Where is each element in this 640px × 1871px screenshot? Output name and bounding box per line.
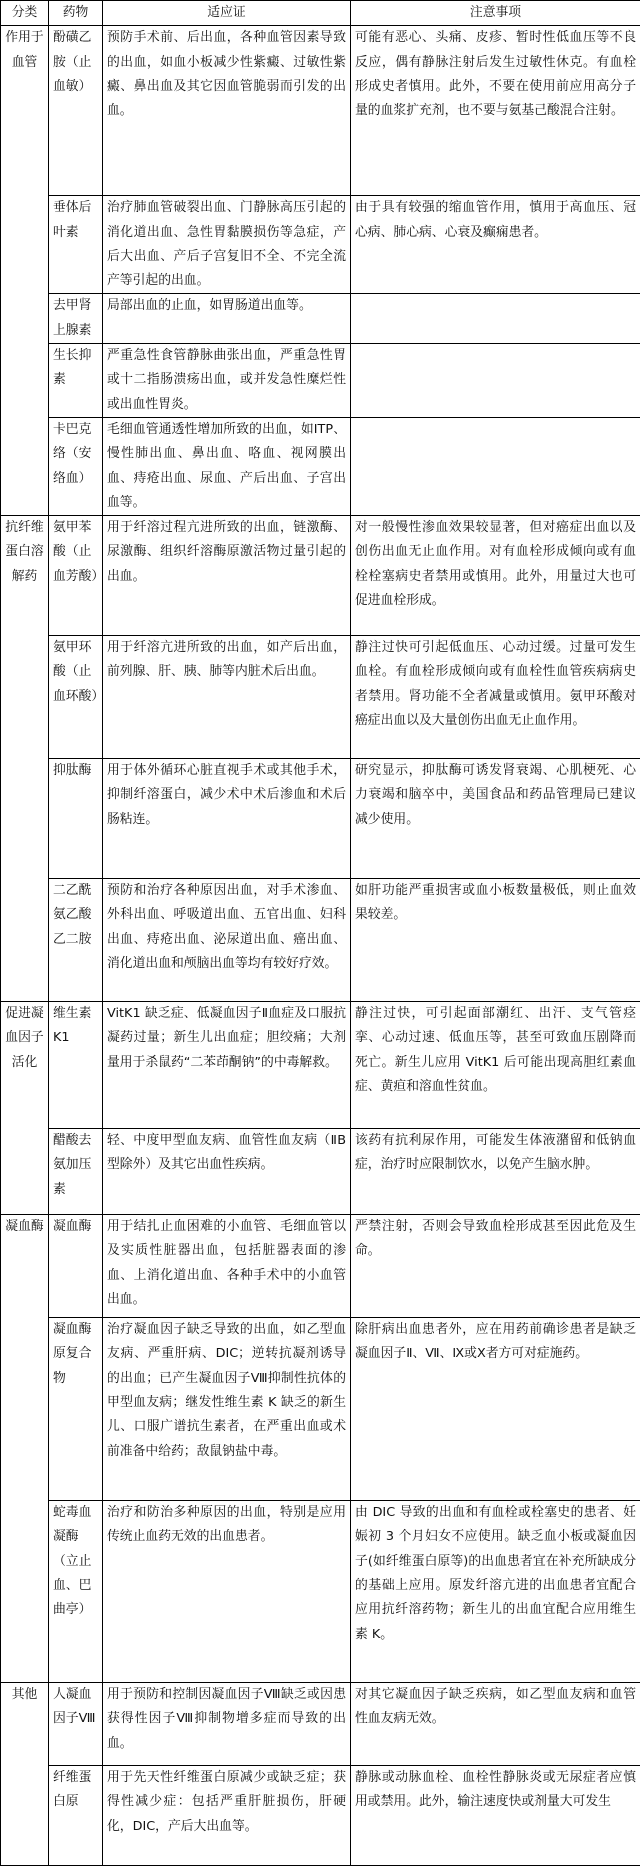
caution-cell: 研究显示，抑肽酶可诱发肾衰竭、心肌梗死、心力衰竭和脑卒中，美国食品和药品管理局已建议减少使用。 xyxy=(351,759,640,879)
category-cell: 其他 xyxy=(1,1683,49,1866)
category-cell: 凝血酶 xyxy=(1,1215,49,1683)
caution-cell: 静脉或动脉血栓、血栓性静脉炎或无尿症者应慎用或禁用。此外，输注速度快或剂量大可发生 xyxy=(351,1766,640,1866)
drug-name: 凝血酶 xyxy=(49,1215,103,1318)
drug-name: 氨甲环酸（止血环酸） xyxy=(49,636,103,759)
header-drug: 药物 xyxy=(49,1,103,26)
indication-cell: 用于纤溶亢进所致的出血，如产后出血，前列腺、肝、胰、肺等内脏术后出血。 xyxy=(103,636,351,759)
caution-cell: 对其它凝血因子缺乏疾病，如乙型血友病和血管性血友病无效。 xyxy=(351,1683,640,1766)
table-row xyxy=(1,26,640,196)
table-row xyxy=(1,759,640,879)
drug-name: 醋酸去氨加压素 xyxy=(49,1129,103,1215)
table-row xyxy=(1,1683,640,1766)
indication-cell: 用于先天性纤维蛋白原减少或缺乏症；获得性减少症：包括严重肝脏损伤，肝硬化，DIC，产后大出血等。 xyxy=(103,1766,351,1866)
header-row xyxy=(1,1,640,26)
caution-cell: 严禁注射，否则会导致血栓形成甚至因此危及生命。 xyxy=(351,1215,640,1318)
drug-name: 抑肽酶 xyxy=(49,759,103,879)
drug-name: 维生素K1 xyxy=(49,1002,103,1129)
caution-cell: 静注过快，可引起面部潮红、出汗、支气管痉挛、心动过速、低血压等，甚至可致血压剧降而死亡。新生儿应用 VitK1 后可能出现高胆红素血症、黄疸和溶血性贫血。 xyxy=(351,1002,640,1129)
header-category: 分类 xyxy=(1,1,49,26)
table-row xyxy=(1,1501,640,1683)
caution-cell: 如肝功能严重损害或血小板数量极低，则止血效果较差。 xyxy=(351,879,640,1002)
indication-cell: 毛细血管通透性增加所致的出血，如ITP、慢性肺出血、鼻出血、咯血、视网膜出血、痔疮出血、尿血、产后出血、子宫出血等。 xyxy=(103,417,351,515)
header-caution: 注意事项 xyxy=(351,1,640,26)
header-indication: 适应证 xyxy=(103,1,351,26)
caution-cell xyxy=(351,294,640,344)
table-row xyxy=(1,1002,640,1129)
caution-cell: 除肝病出血患者外，应在用药前确诊患者是缺乏凝血因子Ⅱ、Ⅶ、Ⅸ或Ⅹ者方可对症施药。 xyxy=(351,1318,640,1501)
caution-cell: 由于具有较强的缩血管作用，慎用于高血压、冠心病、肺心病、心衰及癫痫患者。 xyxy=(351,196,640,294)
indication-cell: 用于预防和控制因凝血因子Ⅷ缺乏或因患获得性因子Ⅷ抑制物增多症而导致的出血。 xyxy=(103,1683,351,1766)
drug-name: 垂体后叶素 xyxy=(49,196,103,294)
table-row xyxy=(1,636,640,759)
drug-name: 氨甲苯酸（止血芳酸） xyxy=(49,516,103,636)
drug-name: 酚磺乙胺（止血敏） xyxy=(49,26,103,196)
category-cell: 作用于血管 xyxy=(1,26,49,516)
drug-name: 二乙酰氨乙酸乙二胺 xyxy=(49,879,103,1002)
drug-name: 蛇毒血凝酶（立止血、巴曲亭） xyxy=(49,1501,103,1683)
category-cell: 促进凝血因子活化 xyxy=(1,1002,49,1215)
category-cell: 抗纤维蛋白溶解药 xyxy=(1,516,49,1002)
caution-cell: 可能有恶心、头痛、皮疹、暂时性低血压等不良反应，偶有静脉注射后发生过敏性休克。有血栓形成史者慎用。此外，不要在使用前应用高分子量的血浆扩充剂，也不要与氨基己酸混合注射。 xyxy=(351,26,640,196)
table-row xyxy=(1,1129,640,1215)
table-row xyxy=(1,417,640,515)
table-row xyxy=(1,1766,640,1866)
drug-name: 生长抑素 xyxy=(49,344,103,418)
indication-cell: 治疗和防治多种原因的出血，特别是应用传统止血药无效的出血患者。 xyxy=(103,1501,351,1683)
drug-name: 凝血酶原复合物 xyxy=(49,1318,103,1501)
indication-cell: 治疗凝血因子缺乏导致的出血，如乙型血友病、严重肝病、DIC；逆转抗凝剂诱导的出血；已产生凝血因子Ⅷ抑制性抗体的甲型血友病；继发性维生素 K 缺乏的新生儿、口服广谱抗生素者，在严重出血或术前准备中给药；敌鼠钠盐中毒。 xyxy=(103,1318,351,1501)
table-row xyxy=(1,196,640,294)
table-row xyxy=(1,879,640,1002)
table-row xyxy=(1,516,640,636)
indication-cell: 预防手术前、后出血，各种血管因素导致的出血，如血小板减少性紫癜、过敏性紫癜、鼻出血及其它因血管脆弱而引发的出血。 xyxy=(103,26,351,196)
indication-cell: 用于纤溶过程亢进所致的出血，链激酶、尿激酶、组织纤溶酶原激活物过量引起的出血。 xyxy=(103,516,351,636)
indication-cell: VitK1 缺乏症、低凝血因子Ⅱ血症及口服抗凝药过量；新生儿出血症；胆绞痛；大剂量用于杀鼠药“二苯茚酮钠”的中毒解救。 xyxy=(103,1002,351,1129)
caution-cell: 对一般慢性渗血效果较显著，但对癌症出血以及创伤出血无止血作用。对有血栓形成倾向或有血栓栓塞病史者禁用或慎用。此外，用量过大也可促进血栓形成。 xyxy=(351,516,640,636)
caution-cell xyxy=(351,344,640,418)
caution-cell: 静注过快可引起低血压、心动过缓。过量可发生血栓。有血栓形成倾向或有血栓性血管疾病病史者禁用。肾功能不全者减量或慎用。氨甲环酸对癌症出血以及大量创伤出血无止血作用。 xyxy=(351,636,640,759)
table-row xyxy=(1,1215,640,1318)
indication-cell: 用于体外循环心脏直视手术或其他手术，抑制纤溶蛋白，减少术中术后渗血和术后肠粘连。 xyxy=(103,759,351,879)
table-row xyxy=(1,344,640,418)
table-row xyxy=(1,294,640,344)
indication-cell: 预防和治疗各种原因出血，对手术渗血、外科出血、呼吸道出血、五官出血、妇科出血、痔疮出血、泌尿道出血、癌出血、消化道出血和颅脑出血等均有较好疗效。 xyxy=(103,879,351,1002)
indication-cell: 轻、中度甲型血友病、血管性血友病（ⅡB 型除外）及其它出血性疾病。 xyxy=(103,1129,351,1215)
caution-cell: 由 DIC 导致的出血和有血栓或栓塞史的患者、妊娠初 3 个月妇女不应使用。缺乏血小板或凝血因子(如纤维蛋白原等)的出血患者宜在补充所缺成分的基础上应用。原发纤溶亢进的出血患者宜配合应用抗纤溶药物；新生儿的出血宜配合应用维生素 K。 xyxy=(351,1501,640,1683)
indication-cell: 严重急性食管静脉曲张出血，严重急性胃或十二指肠溃疡出血，或并发急性糜烂性或出血性胃炎。 xyxy=(103,344,351,418)
indication-cell: 用于结扎止血困难的小血管、毛细血管以及实质性脏器出血，包括脏器表面的渗血、上消化道出血、各种手术中的小血管出血。 xyxy=(103,1215,351,1318)
indication-cell: 局部出血的止血，如胃肠道出血等。 xyxy=(103,294,351,344)
drug-name: 去甲肾上腺素 xyxy=(49,294,103,344)
drug-name: 卡巴克络（安络血） xyxy=(49,417,103,515)
indication-cell: 治疗肺血管破裂出血、门静脉高压引起的消化道出血、急性胃黏膜损伤等急症，产后大出血、产后子宫复旧不全、不完全流产等引起的出血。 xyxy=(103,196,351,294)
table-row xyxy=(1,1318,640,1501)
drug-name: 人凝血因子Ⅷ xyxy=(49,1683,103,1766)
caution-cell: 该药有抗利尿作用，可能发生体液潴留和低钠血症，治疗时应限制饮水，以免产生脑水肿。 xyxy=(351,1129,640,1215)
drug-name: 纤维蛋白原 xyxy=(49,1766,103,1866)
caution-cell xyxy=(351,417,640,515)
